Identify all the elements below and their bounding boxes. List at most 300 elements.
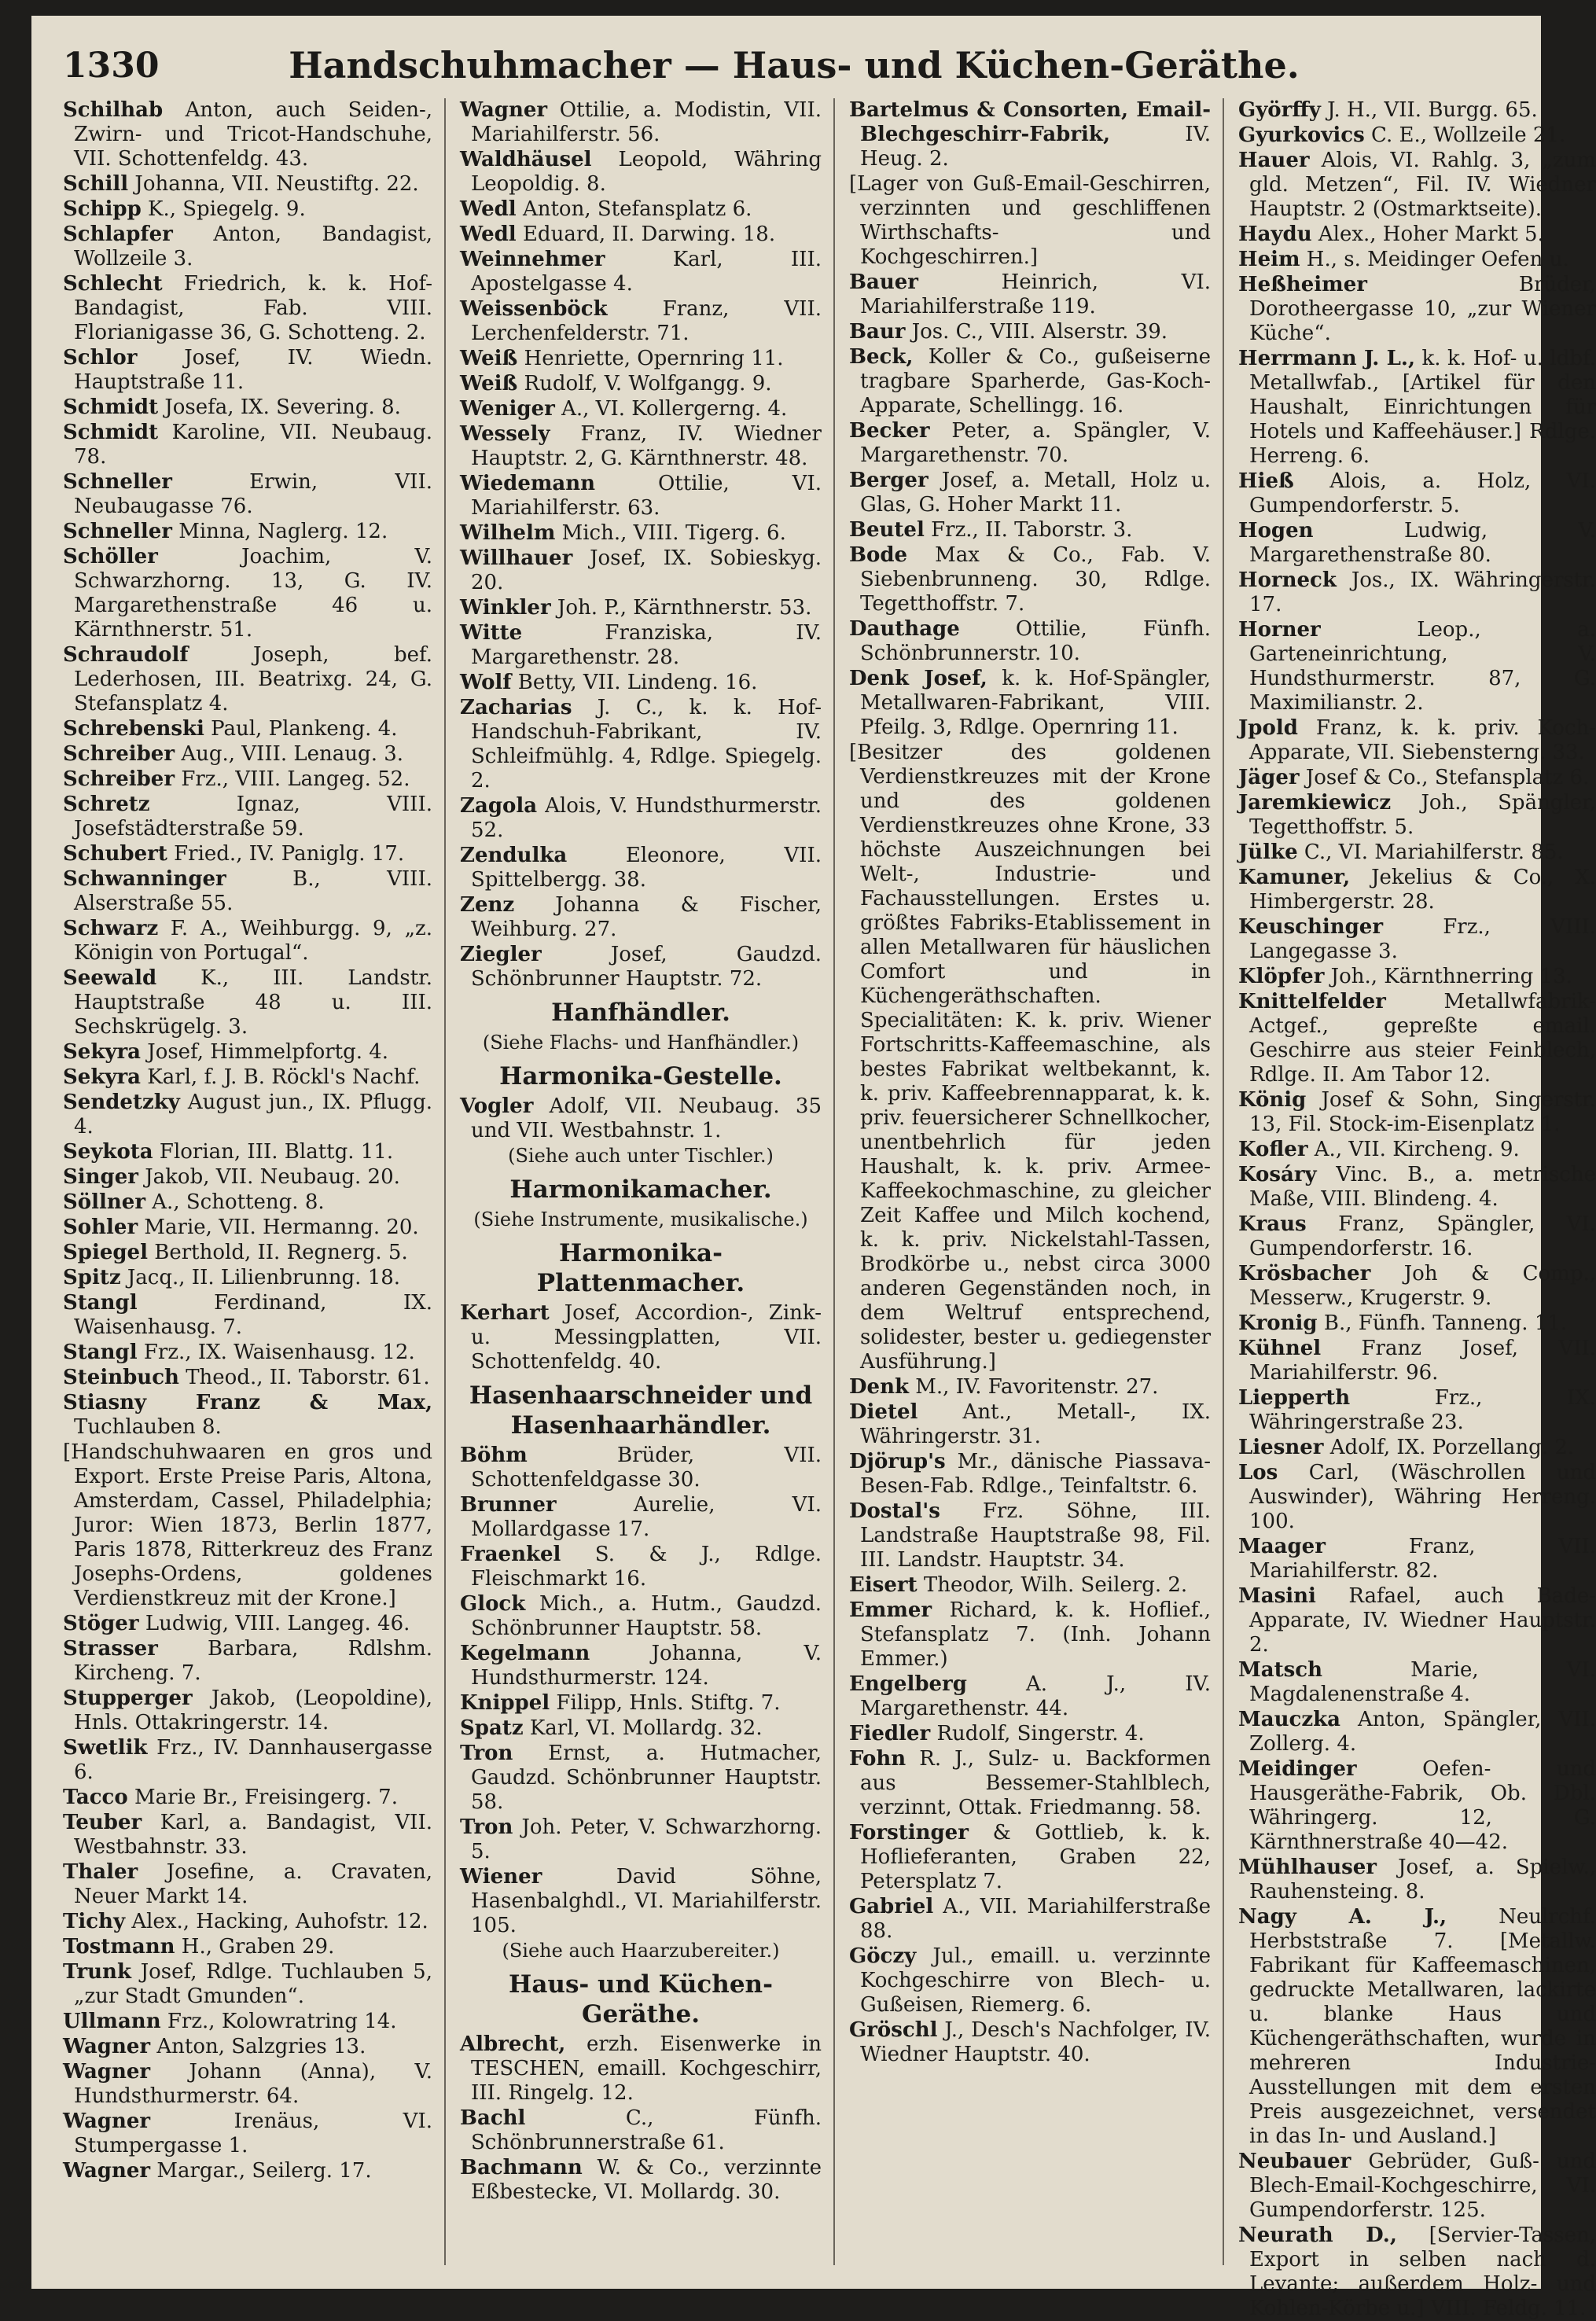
entry-name: Dostal's: [849, 1499, 940, 1523]
entry-name: Zagola: [460, 794, 538, 818]
entry-details: J., Desch's Nachfolger, IV. Wiedner Hauptstr. 40.: [860, 2018, 1211, 2066]
entry-name: Winkler: [460, 596, 551, 620]
entry-details: & Gottlieb, k. k. Hoflieferanten, Graben 22, Petersplatz 7.: [860, 1821, 1211, 1893]
entry-name: Weniger: [460, 397, 555, 421]
entry-details: Karl, f. J. B. Röckl's Nachf.: [141, 1065, 421, 1089]
entry-name: Schlapfer: [63, 223, 173, 246]
directory-entry: [63, 545, 432, 642]
entry-details: [Lager von Guß-Email-Geschirren, verzinnten und geschliffenen Wirthschafts- und Kochgeschirren.]: [849, 172, 1211, 269]
entry-name: Schilhab: [63, 98, 164, 122]
directory-entry: [1238, 840, 1596, 865]
directory-entry: [849, 2018, 1211, 2067]
directory-entry: [63, 2010, 432, 2034]
entry-details: Josef & Co., Stefansplatz 6.: [1299, 766, 1590, 789]
entry-details: Barbara, Rdlshm. Kircheng. 7.: [74, 1637, 432, 1685]
entry-name: Zendulka: [460, 844, 568, 867]
entry-name: Nagy A. J.,: [1238, 1905, 1447, 1929]
entry-details: Jakob, VII. Neubaug. 20.: [138, 1165, 400, 1189]
directory-entry: [460, 521, 822, 546]
entry-details: Minna, Naglerg. 12.: [171, 520, 388, 543]
cross-reference: (Siehe auch unter Tischler.): [508, 1145, 774, 1167]
column-divider: [833, 98, 835, 2265]
entry-details: Josef, IV. Wiedn. Hauptstraße 11.: [74, 346, 432, 394]
directory-entry: [849, 172, 1211, 270]
entry-name: Sendetzky: [63, 1091, 180, 1114]
directory-entry: [63, 223, 432, 271]
entry-name: Kerhart: [460, 1301, 550, 1325]
entry-name: Weissenböck: [460, 297, 608, 321]
directory-entry: [63, 966, 432, 1039]
entry-name: Schraudolf: [63, 643, 189, 667]
directory-entry: [460, 1301, 822, 1374]
entry-name: Stangl: [63, 1341, 138, 1364]
entry-details: Frz., IX. Waisenhausg. 12.: [137, 1341, 415, 1364]
directory-entry: [849, 1821, 1211, 1894]
entry-details: Ant., Metall-, IX. Währingerstr. 31.: [860, 1400, 1211, 1448]
entry-details: Jul., emaill. u. verzinnte Kochgeschirre von Blech- u. Gußeisen, Riemerg. 6.: [860, 1944, 1211, 2017]
entry-name: Tostmann: [63, 1935, 175, 1959]
entry-details: Marie, VII. Hermanng. 20.: [138, 1216, 419, 1239]
entry-details: Joh. Peter, V. Schwarzhorng. 5.: [471, 1815, 822, 1863]
directory-entry: [460, 671, 822, 695]
entry-name: Trunk: [63, 1960, 131, 1984]
entry-details: David Söhne, Hasenbalghdl., VI. Mariahilferstr. 105.: [471, 1865, 822, 1937]
entry-details: Franz Josef, VII. Mariahilferstr. 96.: [1249, 1337, 1596, 1385]
entry-details: Ottilie, Fünfh. Schönbrunnerstr. 10.: [860, 617, 1211, 665]
entry-details: Johanna & Fischer, Weihburg. 27.: [471, 893, 822, 941]
directory-entry: [849, 1573, 1211, 1598]
entry-name: Mühlhauser: [1238, 1856, 1377, 1879]
directory-entry: [849, 617, 1211, 666]
entry-name: Kühnel: [1238, 1337, 1322, 1360]
entry-name: Tron: [460, 1742, 513, 1765]
entry-details: C., Fünfh. Schönbrunnerstraße 61.: [471, 2106, 822, 2154]
directory-entry: [460, 472, 822, 520]
entry-name: Horner: [1238, 618, 1321, 642]
directory-entry: [1238, 618, 1596, 715]
entry-name: Los: [1238, 1461, 1278, 1484]
entry-name: Steinbuch: [63, 1366, 179, 1389]
entry-details: Josef, Rdlge. Tuchlauben 5, „zur Stadt Gmunden“.: [74, 1960, 432, 2008]
directory-entry: [849, 1499, 1211, 1572]
entry-details: A., Schotteng. 8.: [145, 1190, 325, 1214]
entry-details: Ludwig, V. Margarethenstraße 80.: [1249, 519, 1596, 567]
entry-name: Knippel: [460, 1691, 550, 1715]
entry-name: Knittelfelder: [1238, 990, 1386, 1013]
entry-name: Gyurkovics: [1238, 123, 1365, 147]
directory-entry: [849, 270, 1211, 319]
entry-details: Metallwfabrik-Actgef., gepreßte email. Geschirre aus steier Feinblech, Rdlge. II. Am Tabor 12.: [1249, 990, 1596, 1087]
entry-details: Ignaz, VIII. Josefstädterstraße 59.: [74, 793, 432, 840]
entry-name: Tacco: [63, 1786, 128, 1809]
entry-name: Tron: [460, 1815, 513, 1839]
entry-details: Josef, Gaudzd. Schönbrunner Hauptstr. 72.: [471, 943, 822, 991]
directory-entry: [1238, 716, 1596, 765]
directory-entry: [460, 1444, 822, 1492]
entry-name: Stangl: [63, 1291, 138, 1315]
directory-entry: [460, 1742, 822, 1815]
directory-entry: [63, 421, 432, 469]
entry-details: Leop., a. Garteneinrichtung, V. Hundsthurmerstr. 87, G. Maximilianstr. 2.: [1249, 618, 1596, 715]
entry-name: Jpold: [1238, 716, 1298, 740]
entry-details: Joseph, bef. Lederhosen, III. Beatrixg. 24, G. Stefansplatz 4.: [74, 643, 432, 715]
entry-name: Göczy: [849, 1944, 917, 1968]
entry-details: Karl, a. Bandagist, VII. Westbahnstr. 33.: [74, 1811, 432, 1859]
entry-name: Weiß: [460, 347, 518, 370]
directory-entry: [63, 842, 432, 866]
entry-details: H., s. Meidinger Oefen u.: [1300, 248, 1569, 271]
directory-entry: [63, 1910, 432, 1934]
entry-details: Ferdinand, IX. Waisenhausg. 7.: [74, 1291, 432, 1339]
entry-details: Heinrich, VI. Mariahilferstraße 119.: [860, 270, 1211, 318]
directory-entry: [849, 345, 1211, 418]
entry-details: Frz., II. Taborstr. 3.: [924, 518, 1133, 542]
entry-details: Fried., IV. Paniglg. 17.: [167, 842, 405, 866]
directory-entry: [63, 520, 432, 544]
entry-details: A. J., IV. Margarethenstr. 44.: [860, 1672, 1211, 1720]
section-heading: Harmonikamacher.: [509, 1175, 772, 1204]
entry-name: Schreiber: [63, 742, 175, 766]
directory-entry: [1238, 223, 1596, 247]
directory-entry: [1238, 2224, 1596, 2321]
directory-entry: [1238, 1535, 1596, 1584]
directory-entry: [1238, 123, 1596, 148]
entry-name: Strasser: [63, 1637, 158, 1661]
entry-name: Matsch: [1238, 1658, 1323, 1682]
entry-name: Bachmann: [460, 2156, 583, 2179]
entry-details: Anton, Salzgries 13.: [150, 2035, 366, 2058]
entry-name: Stiasny Franz & Max,: [63, 1391, 432, 1414]
entry-details: Peter, a. Spängler, V. Margarethenstr. 70.: [860, 419, 1211, 467]
directory-entry: [63, 1341, 432, 1365]
entry-details: Max & Co., Fab. V. Siebenbrunneng. 30, Rdlge. Tegetthoffstr. 7.: [860, 543, 1211, 616]
directory-entry: [1238, 766, 1596, 790]
entry-details: Franziska, IV. Margarethenstr. 28.: [471, 621, 822, 669]
directory-entry: [1238, 149, 1596, 222]
directory-entry: [63, 1860, 432, 1909]
entry-name: Wolf: [460, 671, 512, 694]
directory-entry: [63, 2035, 432, 2059]
entry-name: Willhauer: [460, 546, 573, 570]
entry-name: Sekyra: [63, 1040, 141, 1064]
directory-entry: [63, 1811, 432, 1859]
directory-entry: [460, 98, 822, 147]
directory-entry: [849, 741, 1211, 1374]
entry-name: Schneller: [63, 520, 172, 543]
entry-name: Herrmann J. L.,: [1238, 347, 1415, 370]
entry-name: Wagner: [63, 2060, 151, 2084]
entry-details: Friedrich, k. k. Hof-Bandagist, Fab. VIII. Florianigasse 36, G. Schotteng. 2.: [74, 272, 432, 344]
entry-details: B., Fünfh. Tanneng. 11.: [1317, 1311, 1568, 1335]
entry-details: Alois, a. Holz, VI. Gumpendorferstr. 5.: [1249, 469, 1596, 517]
directory-entry: [1238, 1905, 1596, 2149]
entry-details: Johanna, V. Hundsthurmerstr. 124.: [471, 1642, 822, 1690]
entry-name: Schlecht: [63, 272, 163, 296]
entry-name: Baur: [849, 320, 906, 344]
directory-entry: [1238, 1163, 1596, 1212]
entry-details: Paul, Plankeng. 4.: [204, 717, 398, 741]
entry-details: Neulrchf. Herbststraße 7. [Metallw. Fabrikant für Kaffeemaschinen, gedruckte Metallwaren, lackirte u. blanke Haus und Küchengeräthschaften, wurde in mehreren Industrie-Ausstellungen mit dem ersten Preis ausgezeichnet, versendet in das In- und Ausland.]: [1249, 1905, 1596, 2148]
column-divider: [1223, 98, 1224, 2265]
directory-entry: [63, 172, 432, 197]
entry-name: Seewald: [63, 966, 157, 990]
directory-entry: [1238, 965, 1596, 989]
entry-details: C., VI. Mariahilferstr. 85.: [1297, 840, 1564, 864]
directory-entry: [849, 1672, 1211, 1721]
entry-details: k. k. Hof-Spängler, Metallwaren-Fabrikant, VIII. Pfeilg. 3, Rdlge. Opernring 11.: [860, 667, 1211, 739]
entry-name: Kegelmann: [460, 1642, 590, 1665]
entry-name: Mauczka: [1238, 1708, 1340, 1731]
directory-entry: [460, 1642, 822, 1690]
entry-name: Heßheimer: [1238, 273, 1367, 296]
entry-details: Joh. P., Kärnthnerstr. 53.: [550, 596, 812, 620]
entry-details: Franz, Spängler, VI. Gumpendorferstr. 16.: [1249, 1212, 1596, 1260]
entry-details: Frz., VIII. Langeg. 52.: [175, 767, 410, 791]
directory-entry: [63, 1291, 432, 1340]
directory-entry: [1238, 273, 1596, 346]
entry-name: Jäger: [1238, 766, 1300, 789]
entry-details: Franz, VII. Mariahilferstr. 82.: [1249, 1535, 1596, 1583]
entry-name: Waldhäusel: [460, 148, 592, 171]
entry-details: Florian, III. Blattg. 11.: [153, 1140, 394, 1164]
entry-name: Schretz: [63, 793, 150, 816]
entry-name: Dietel: [849, 1400, 918, 1424]
entry-name: Schrebenski: [63, 717, 204, 741]
entry-name: König: [1238, 1088, 1307, 1112]
entry-name: Dauthage: [849, 617, 960, 641]
entry-name: Djörup's: [849, 1450, 946, 1473]
entry-details: Josefine, a. Cravaten, Neuer Markt 14.: [74, 1860, 432, 1908]
directory-entry: [460, 1543, 822, 1591]
entry-name: Engelberg: [849, 1672, 967, 1696]
entry-name: Albrecht,: [460, 2032, 566, 2056]
directory-entry: [63, 643, 432, 716]
directory-entry: [63, 1366, 432, 1390]
directory-entry: [460, 2032, 822, 2106]
entry-name: Stöger: [63, 1612, 139, 1635]
directory-entry: [1238, 915, 1596, 964]
entry-details: Jacq., II. Lilienbrunng. 18.: [120, 1266, 401, 1289]
entry-details: B., VIII. Alserstraße 55.: [74, 867, 432, 915]
entry-details: Margar., Seilerg. 17.: [150, 2159, 372, 2183]
entry-details: Betty, VII. Lindeng. 16.: [511, 671, 758, 694]
entry-name: Fiedler: [849, 1722, 931, 1745]
directory-entry: [63, 2159, 432, 2183]
directory-entry: [63, 1065, 432, 1090]
entry-name: Wedl: [460, 197, 517, 221]
directory-entry: [849, 1598, 1211, 1672]
column-4: [1238, 98, 1596, 2320]
entry-name: Liepperth: [1238, 1386, 1351, 1410]
entry-name: Söllner: [63, 1190, 146, 1214]
entry-details: K., Spiegelg. 9.: [141, 197, 306, 221]
entry-details: [Besitzer des goldenen Verdienstkreuzes mit der Krone und des goldenen Verdienstkreuzes ohne Krone, 33 höchste Auszeichnungen bei Welt-, Industrie- und Fachausstellungen. Erstes u. größtes Fabriks-Etablissement in allen Metallwaren für häuslichen Comfort und in Küchengeräthschaften. Specialitäten: K. k. priv. Wiener Fortschritts-Kaffeemaschine, als bestes Fabrikat weltbekannt, k. k. priv. Kaffeebrennapparat, k. k. priv. feuersicherer Schnellkocher, unentbehrlich für jeden Haushalt, k. k. priv. Armee-Kaffeekochmaschine, zu gleicher Zeit Kaffee und Milch kochend, k. k. priv. Nickelstahl-Tassen, Brodkörbe u., nebst circa 3000 anderen Gegenständen noch, in dem Weltruf entsprechend, solidester, bester u. gediegenster Ausführung.]: [849, 741, 1211, 1374]
entry-details: Rafael, auch Bade-Apparate, IV. Wiedner Hauptstr. 2.: [1249, 1584, 1596, 1657]
entry-name: Sekyra: [63, 1065, 141, 1089]
entry-details: Jos. C., VIII. Alserstr. 39.: [905, 320, 1168, 344]
directory-entry: [63, 2060, 432, 2109]
directory-entry: [1238, 98, 1596, 123]
entry-name: Ziegler: [460, 943, 542, 966]
directory-entry: [63, 1266, 432, 1290]
entry-name: Kraus: [1238, 1212, 1307, 1236]
directory-entry: [460, 794, 822, 843]
directory-entry: [460, 596, 822, 620]
entry-name: Masini: [1238, 1584, 1316, 1608]
entry-details: Berthold, II. Regnerg. 5.: [147, 1241, 408, 1264]
entry-details: Rudolf, Singerstr. 4.: [930, 1722, 1145, 1745]
entry-name: Spitz: [63, 1266, 121, 1289]
directory-entry: [63, 917, 432, 966]
entry-name: Hauer: [1238, 149, 1310, 172]
section-heading: Harmonika-Gestelle.: [499, 1062, 782, 1091]
directory-entry: [1238, 1386, 1596, 1435]
page-number: 1330: [63, 46, 160, 86]
directory-entry: [63, 346, 432, 395]
entry-details: Leopold, Währing Leopoldig. 8.: [471, 148, 822, 196]
entry-name: Hieß: [1238, 469, 1294, 493]
entry-name: Becker: [849, 419, 930, 443]
entry-name: Maager: [1238, 1535, 1326, 1558]
entry-name: Schmidt: [63, 395, 159, 419]
directory-entry: [849, 1375, 1211, 1400]
directory-entry: [1238, 2150, 1596, 2223]
entry-name: Weiß: [460, 372, 518, 395]
entry-name: Gabriel: [849, 1895, 934, 1918]
entry-details: F. A., Weihburgg. 9, „z. Königin von Portugal“.: [74, 917, 432, 965]
entry-name: Wedl: [460, 223, 517, 246]
directory-entry: [849, 419, 1211, 468]
entry-details: J. C., k. k. Hof-Handschuh-Fabrikant, IV. Schleifmühlg. 4, Rdlge. Spiegelg. 2.: [471, 696, 822, 793]
entry-details: k. k. Hof- u. ldbf. Metallwfab., [Artikel für den Haushalt, Einrichtungen für Hotels und Kaffeehäuser.] Rdlge. Herreng. 6.: [1249, 347, 1596, 468]
directory-entry: [63, 2109, 432, 2158]
cross-reference: (Siehe Instrumente, musikalische.): [473, 1208, 808, 1230]
entry-name: Denk Josef,: [849, 667, 987, 690]
entry-name: Wessely: [460, 422, 550, 446]
entry-name: Schipp: [63, 197, 142, 221]
directory-entry: [460, 2106, 822, 2155]
directory-entry: [63, 395, 432, 420]
entry-details: [Servier-Tassen, Export in selben nach d. Levante; außerdem Holz- und Kohlen-Körbe u.] VIII. Feldg. 11.: [1249, 2224, 1596, 2320]
directory-entry: [63, 1241, 432, 1265]
entry-details: Adolf, VII. Neubaug. 35 und VII. Westbahnstr. 1.: [471, 1094, 822, 1142]
entry-details: Johann (Anna), V. Hundsthurmerstr. 64.: [74, 2060, 432, 2108]
directory-entry: [849, 1895, 1211, 1944]
entry-details: Karoline, VII. Neubaug. 78.: [74, 421, 432, 469]
directory-entry: [849, 1450, 1211, 1499]
directory-entry: [1238, 1262, 1596, 1311]
directory-entry: [1238, 1311, 1596, 1336]
entry-details: Anton, Stefansplatz 6.: [516, 197, 752, 221]
entry-details: Jekelius & Co., X. Himbergerstr. 28.: [1249, 866, 1596, 914]
entry-details: Johanna, VII. Neustiftg. 22.: [128, 172, 419, 196]
entry-details: C. E., Wollzeile 21.: [1364, 123, 1566, 147]
directory-entry: [849, 1747, 1211, 1820]
entry-details: Frz. Söhne, III. Landstraße Hauptstraße 98, Fil. III. Landstr. Hauptstr. 34.: [860, 1499, 1211, 1572]
cross-reference: (Siehe Flachs- und Hanfhändler.): [482, 1032, 800, 1054]
entry-details: Richard, k. k. Hoflief., Stefansplatz 7. (Inh. Johann Emmer.): [860, 1598, 1211, 1671]
entry-details: Marie Br., Freisingerg. 7.: [127, 1786, 398, 1809]
entry-name: Horneck: [1238, 568, 1337, 592]
entry-name: Bauer: [849, 270, 918, 294]
entry-name: Wagner: [63, 2035, 151, 2058]
directory-entry: [1238, 791, 1596, 840]
entry-details: Franz, k. k. priv. Koch-Apparate, VII. Siebensterng. 33.: [1249, 716, 1596, 764]
entry-details: Alex., Hacking, Auhofstr. 12.: [125, 1910, 428, 1933]
directory-entry: [63, 1612, 432, 1636]
entry-details: Carl, (Wäschrollen und Auswinder), Währing Herreng. 100.: [1249, 1461, 1596, 1533]
entry-details: Jos., IX. Währingerstr. 17.: [1249, 568, 1596, 616]
entry-details: Theod., II. Taborstr. 61.: [178, 1366, 430, 1389]
page-title: Handschuhmacher — Haus- und Küchen-Geräthe.: [289, 44, 1300, 86]
entry-name: Krösbacher: [1238, 1262, 1371, 1286]
entry-details: Mich., VIII. Tigerg. 6.: [555, 521, 786, 545]
directory-entry: [460, 1865, 822, 1938]
directory-entry: [63, 1165, 432, 1190]
page-header: [63, 39, 1525, 94]
directory-entry: [63, 867, 432, 916]
entry-name: Haydu: [1238, 223, 1312, 246]
directory-entry: [460, 1815, 822, 1864]
entry-name: Witte: [460, 621, 523, 645]
entry-details: Henriette, Opernring 11.: [517, 347, 784, 370]
directory-entry: [63, 1736, 432, 1785]
entry-details: erzh. Eisenwerke in TESCHEN, emaill. Kochgeschirr, III. Ringelg. 12.: [471, 2032, 822, 2105]
entry-details: A., VI. Kollergerng. 4.: [554, 397, 788, 421]
directory-entry: [460, 893, 822, 942]
entry-name: Jaremkiewicz: [1238, 791, 1392, 815]
directory-entry: [1238, 248, 1596, 272]
entry-name: Neurath D.,: [1238, 2224, 1397, 2247]
entry-details: Joh., Kärnthnerring 13.: [1324, 965, 1572, 988]
directory-entry: [849, 320, 1211, 344]
entry-details: Oefen- und Hausgeräthe-Fabrik, Ob. Dbl. Währingerg. 12, G. Kärnthnerstraße 40—42.: [1249, 1757, 1596, 1854]
entry-details: Frz., IX. Währingerstraße 23.: [1249, 1386, 1596, 1434]
directory-entry: [460, 1691, 822, 1716]
entry-name: Hogen: [1238, 519, 1314, 543]
directory-entry: [849, 1722, 1211, 1746]
directory-entry: [460, 1493, 822, 1542]
entry-name: Wagner: [63, 2159, 151, 2183]
column-1: [63, 98, 432, 2265]
entry-details: Koller & Co., gußeiserne tragbare Sparherde, Gas-Koch-Apparate, Schellingg. 16.: [860, 345, 1211, 417]
entry-details: Eduard, II. Darwing. 18.: [516, 223, 776, 246]
entry-name: Bartelmus & Consorten, Email-Blechgeschirr-Fabrik,: [849, 98, 1211, 146]
entry-details: A., VII. Mariahilferstraße 88.: [860, 1895, 1211, 1943]
entry-details: [Handschuhwaaren en gros und Export. Erste Preise Paris, Altona, Amsterdam, Cassel, Philadelphia; Juror: Wien 1873, Berlin 1877, Paris 1878, Ritterkreuz des Franz Josephs-Ordens, goldenes Verdienstkreuz mit der Krone.]: [63, 1440, 432, 1610]
entry-details: Josef, a. Metall, Holz u. Glas, G. Hoher Markt 11.: [860, 469, 1211, 517]
entry-name: Zenz: [460, 893, 515, 917]
entry-name: Kamuner,: [1238, 866, 1351, 889]
directory-entry: [63, 1040, 432, 1065]
entry-name: Spiegel: [63, 1241, 148, 1264]
entry-details: Ludwig, VIII. Langeg. 46.: [138, 1612, 410, 1635]
directory-entry: [849, 469, 1211, 517]
directory-entry: [849, 1400, 1211, 1449]
directory-entry: [1238, 1757, 1596, 1855]
directory-entry: [1238, 1436, 1596, 1460]
entry-name: Beutel: [849, 518, 925, 542]
entry-details: Aurelie, VI. Mollardgasse 17.: [471, 1493, 822, 1541]
directory-entry: [1238, 469, 1596, 518]
entry-details: A., VII. Kircheng. 9.: [1307, 1138, 1520, 1161]
entry-name: Kosáry: [1238, 1163, 1317, 1186]
entry-name: Heim: [1238, 248, 1300, 271]
entry-name: Tichy: [63, 1910, 126, 1933]
entry-name: Schill: [63, 172, 129, 196]
entry-name: Vogler: [460, 1094, 534, 1118]
directory-entry: [460, 248, 822, 296]
